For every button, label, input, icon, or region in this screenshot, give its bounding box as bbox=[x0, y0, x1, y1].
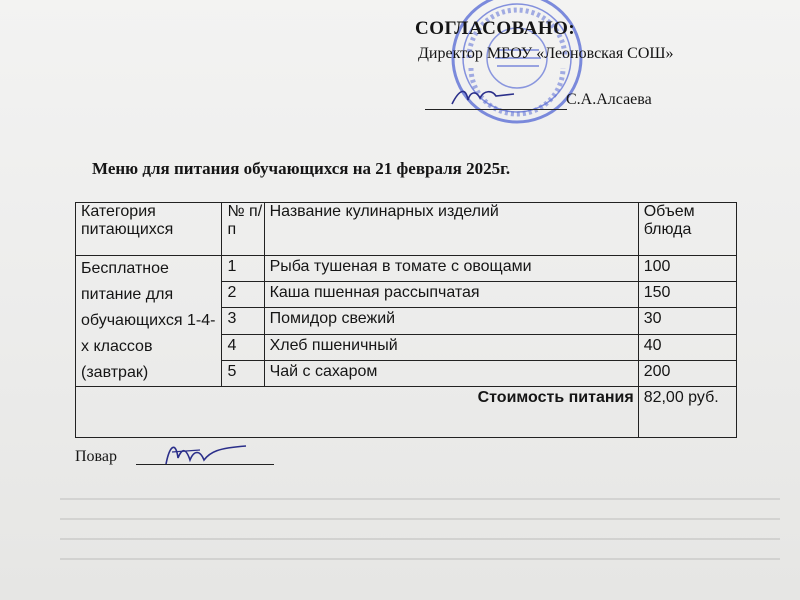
row-number: 5 bbox=[222, 360, 264, 386]
approver-role: Директор МБОУ «Леоновская СОШ» bbox=[418, 45, 674, 62]
row-number: 3 bbox=[222, 308, 264, 334]
approver-signature-line bbox=[425, 109, 567, 110]
row-number: 1 bbox=[222, 256, 264, 282]
header-volume: Объем блюда bbox=[638, 203, 736, 256]
approval-heading: СОГЛАСОВАНО: bbox=[415, 18, 576, 39]
dish-volume: 40 bbox=[638, 334, 736, 360]
dish-name: Помидор свежий bbox=[264, 308, 638, 334]
dish-volume: 200 bbox=[638, 360, 736, 386]
dish-name: Каша пшенная рассыпчатая bbox=[264, 282, 638, 308]
total-row bbox=[76, 387, 737, 438]
dish-volume: 30 bbox=[638, 308, 736, 334]
approver-name: С.А.Алсаева bbox=[566, 91, 652, 108]
cook-label: Повар bbox=[75, 448, 117, 465]
dish-name: Чай с сахаром bbox=[264, 360, 638, 386]
category-cell: Бесплатное питание для обучающихся 1-4-х классов (завтрак) bbox=[76, 256, 222, 387]
cook-signature bbox=[160, 438, 250, 470]
dish-volume: 100 bbox=[638, 256, 736, 282]
menu-title: Меню для питания обучающихся на 21 февраля 2025г. bbox=[92, 159, 511, 178]
row-number: 4 bbox=[222, 334, 264, 360]
total-label: Стоимость питания bbox=[76, 387, 639, 438]
total-value: 82,00 руб. bbox=[638, 387, 736, 438]
dish-name: Хлеб пшеничный bbox=[264, 334, 638, 360]
row-number: 2 bbox=[222, 282, 264, 308]
bleed-through-texture bbox=[60, 480, 780, 600]
menu-table bbox=[75, 202, 737, 438]
dish-name: Рыба тушеная в томате с овощами bbox=[264, 256, 638, 282]
header-dish-name: Название кулинарных изделий bbox=[264, 203, 638, 256]
dish-volume: 150 bbox=[638, 282, 736, 308]
header-number: № п/п bbox=[222, 203, 264, 256]
table-row bbox=[76, 256, 737, 282]
table-header-row bbox=[76, 203, 737, 256]
director-signature bbox=[448, 84, 518, 108]
header-category: Категория питающихся bbox=[76, 203, 222, 256]
